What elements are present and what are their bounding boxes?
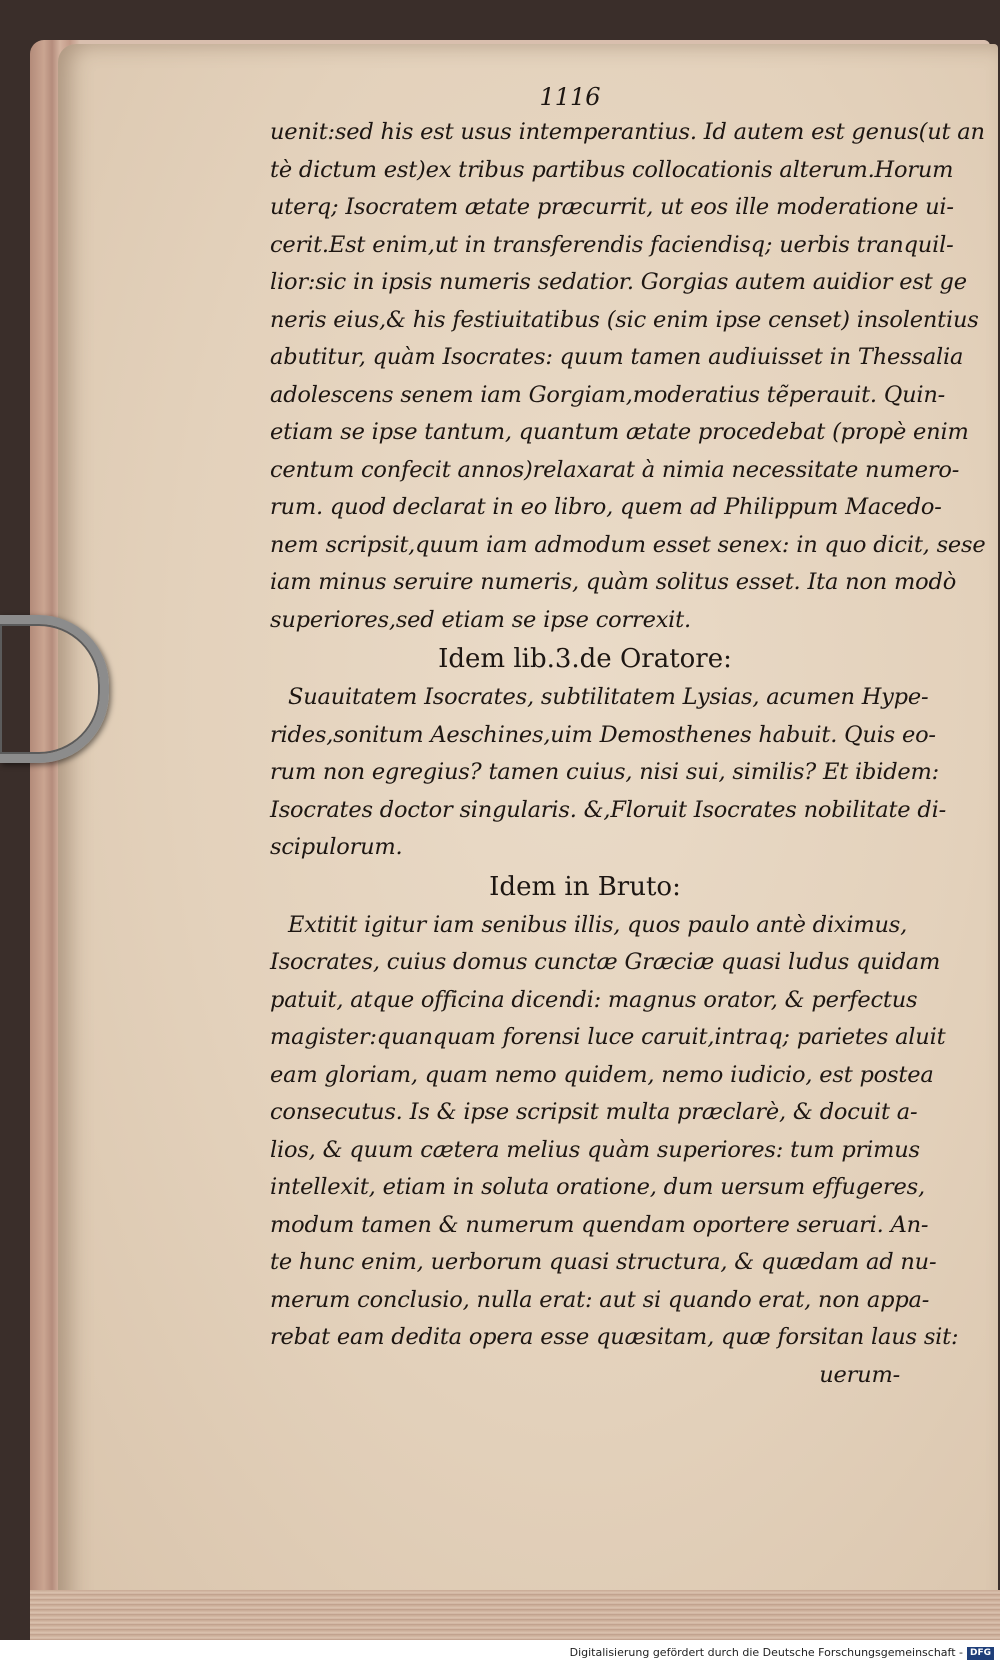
text-line: adolescens senem iam Gorgiam,moderatius tẽperauit. Quin- xyxy=(270,381,946,408)
dfg-logo-icon: DFG xyxy=(967,1647,994,1660)
text-line: iam minus seruire numeris, quàm solitus esset. Ita non modò xyxy=(270,569,957,595)
text-line: rum. quod declarat in eo libro, quem ad Philippum Macedo- xyxy=(270,494,942,520)
text-line: Extitit igitur iam senibus illis, quos paulo antè diximus, xyxy=(288,911,908,938)
section-heading: Idem in Bruto: xyxy=(489,871,681,902)
text-line: lior:sic in ipsis numeris sedatior. Gorgias autem auidior est ge xyxy=(270,269,967,295)
footer-credit: Digitalisierung gefördert durch die Deutsche Forschungsgemeinschaft - xyxy=(569,1646,963,1659)
text-line: lios, & quum cætera melius quàm superiores: tum primus xyxy=(270,1136,920,1163)
text-line: rebat eam dedita opera esse quæsitam, quæ forsitan laus sit: xyxy=(270,1324,959,1350)
text-line: te hunc enim, uerborum quasi structura, & quædam ad nu- xyxy=(270,1249,937,1275)
text-line: patuit, atque officina dicendi: magnus orator, & perfectus xyxy=(270,986,918,1013)
text-line: eam gloriam, quam nemo quidem, nemo iudicio, est postea xyxy=(270,1061,934,1088)
text-line: intellexit, etiam in soluta oratione, dum uersum effugeres, xyxy=(270,1174,925,1200)
paragraph-1 xyxy=(270,114,986,639)
section-heading: Idem lib.3.de Oratore: xyxy=(438,644,732,674)
text-line: modum tamen & numerum quendam oportere seruari. An- xyxy=(270,1211,929,1238)
text-line: nem scripsit,quum iam admodum esset senex: in quo dicit, sese xyxy=(270,531,986,558)
text-line: scipulorum. xyxy=(270,834,403,860)
page-number: 1116 xyxy=(539,83,601,111)
text-line: abutitur, quàm Isocrates: quum tamen audiuisset in Thessalia xyxy=(270,344,964,370)
text-line: centum confecit annos)relaxarat à nimia necessitate numero- xyxy=(270,456,960,483)
text-line: uterq; Isocratem ætate præcurrit, ut eos ille moderatione ui- xyxy=(270,194,954,220)
text-line: rides,sonitum Aeschines,uim Demosthenes habuit. Quis eo- xyxy=(270,721,936,748)
paragraph-3 xyxy=(270,907,959,1357)
text-line: Isocrates doctor singularis. &,Floruit Isocrates nobilitate di- xyxy=(270,796,946,823)
text-line: magister:quanquam forensi luce caruit,intraq; parietes aluit xyxy=(270,1024,946,1050)
text-line: merum conclusio, nulla erat: aut si quando erat, non appa- xyxy=(270,1286,930,1313)
text-line: uenit:sed his est usus intemperantius. Id autem est genus(ut an xyxy=(270,119,985,145)
text-line: Isocrates, cuius domus cunctæ Græciæ quasi ludus quidam xyxy=(270,949,941,975)
text-block xyxy=(270,80,986,1394)
digitization-footer xyxy=(0,1640,1000,1666)
paragraph-2 xyxy=(270,679,946,867)
text-line: rum non egregius? tamen cuius, nisi sui, similis? Et ibidem: xyxy=(270,759,940,785)
page-bottom-edges xyxy=(30,1590,1000,1640)
text-line: etiam se ipse tantum, quantum ætate procedebat (propè enim xyxy=(270,419,969,445)
text-line: consecutus. Is & ipse scripsit multa præclarè, & docuit a- xyxy=(270,1099,918,1125)
text-line: Suauitatem Isocrates, subtilitatem Lysias, acumen Hype- xyxy=(288,684,929,710)
text-line: tè dictum est)ex tribus partibus collocationis alterum.Horum xyxy=(270,156,954,183)
text-line: neris eius,& his festiuitatibus (sic enim ipse censet) insolentius xyxy=(270,306,979,333)
catchword: uerum- xyxy=(819,1361,900,1388)
text-line: cerit.Est enim,ut in transferendis faciendisq; uerbis tranquil- xyxy=(270,231,954,258)
text-line: superiores,sed etiam se ipse correxit. xyxy=(270,606,691,633)
